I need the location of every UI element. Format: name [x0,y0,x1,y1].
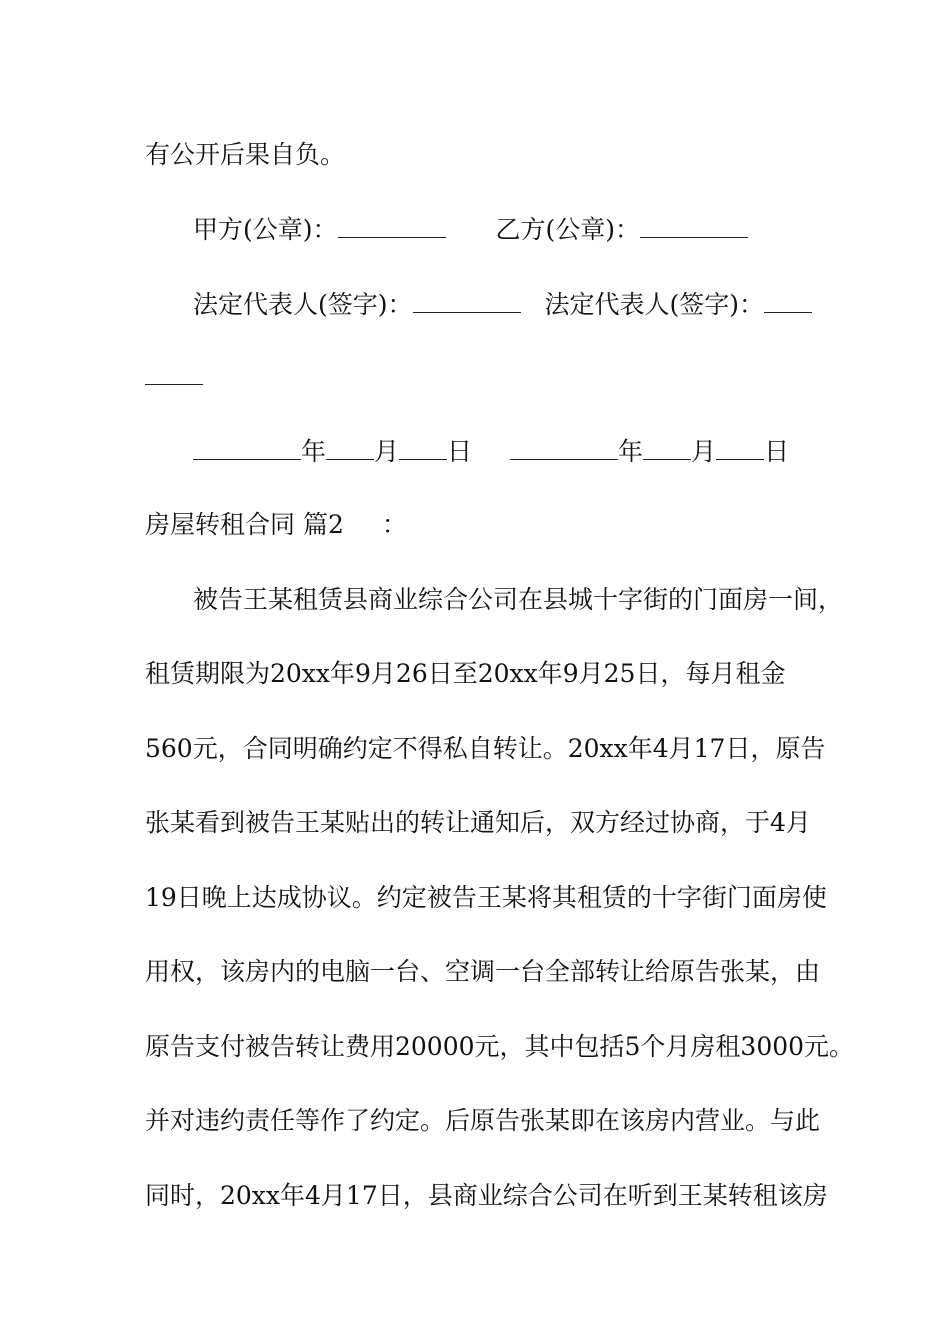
party-a-rep-label: 法定代表人(签字)： [193,290,413,319]
signature-row-seal [193,213,748,245]
party-b-seal-blank [640,213,748,238]
paragraph-line: 同时，20xx年4月17日，县商业综合公司在听到王某转租该房 [145,1181,828,1210]
date-row [193,435,789,467]
section-heading-text: 房屋转租合同 篇2 [145,510,344,539]
party-b-rep-label: 法定代表人(签字)： [544,290,765,319]
party-a-rep-blank [413,288,521,313]
party-b-rep-blank [764,288,812,313]
section-heading [145,510,407,540]
date-a-year-label: 年 [301,437,327,466]
paragraph-line: 560元，合同明确约定不得私自转让。20xx年4月17日，原告 [145,734,826,763]
paragraph-line: 原告支付被告转让费用20000元，其中包括5个月房租3000元。 [145,1032,855,1061]
paragraph-line: 租赁期限为20xx年9月26日至20xx年9月25日，每月租金 [145,659,786,688]
paragraph-line: 用权，该房内的电脑一台、空调一台全部转让给原告张某，由 [145,957,821,986]
party-b-rep-blank-continued [145,360,203,392]
signature-row-representative [193,288,812,320]
paragraph-line: 被告王某租赁县商业综合公司在县城十字街的门面房一间， [193,585,844,614]
date-b-day-blank [716,435,764,460]
paragraph-line: 有公开后果自负。 [145,140,346,169]
paragraph-line: 并对违约责任等作了约定。后原告张某即在该房内营业。与此 [145,1106,821,1135]
section-heading-colon: ： [381,510,407,539]
date-b-day-label: 日 [764,437,790,466]
party-a-seal-blank [338,213,446,238]
date-a-year-blank [193,435,301,460]
date-b-year-label: 年 [618,437,644,466]
date-b-month-label: 月 [691,437,717,466]
date-b-month-blank [643,435,691,460]
paragraph-line: 19日晚上达成协议。约定被告王某将其租赁的十字街门面房使 [145,883,827,912]
date-a-month-blank [326,435,374,460]
date-a-day-label: 日 [447,437,473,466]
party-b-seal-label: 乙方(公章)： [495,215,641,244]
date-a-month-label: 月 [374,437,400,466]
party-a-seal-label: 甲方(公章)： [193,215,338,244]
date-b-year-blank [510,435,618,460]
paragraph-line: 张某看到被告王某贴出的转让通知后，双方经过协商，于4月 [145,808,811,837]
date-a-day-blank [399,435,447,460]
